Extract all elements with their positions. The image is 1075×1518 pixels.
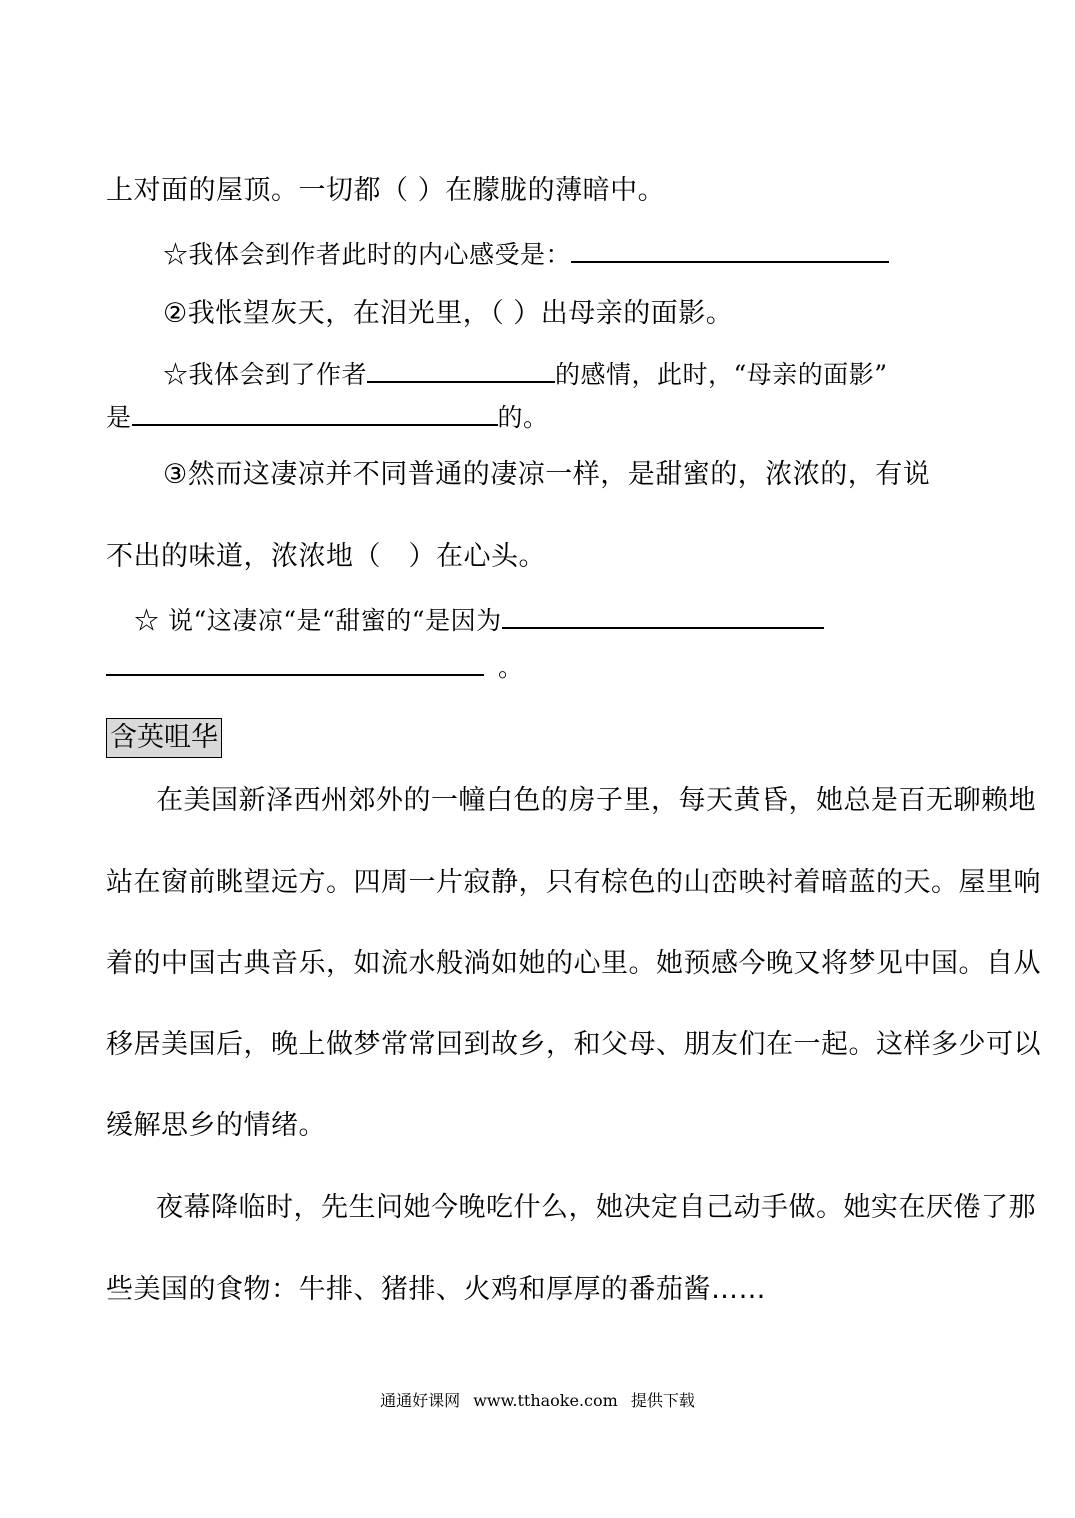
footer-note: 提供下载 [630, 1391, 695, 1410]
section-title: 含英咀华 [106, 718, 222, 758]
exercise-line-2: ②我怅望灰天，在泪光里，（ ）出母亲的面影。 [163, 298, 734, 329]
answer-blank-5[interactable] [106, 648, 484, 676]
answer-blank-1[interactable] [571, 235, 889, 263]
answer-blank-4[interactable] [502, 601, 824, 629]
footer-site-name: 通通好课网 [380, 1391, 461, 1410]
question-2-text-a: ☆我体会到了作者 [163, 360, 368, 389]
passage-p2-line-1: 夜幕降临时，先生问她今晚吃什么，她决定自己动手做。她实在厌倦了那 [156, 1192, 1036, 1223]
question-2-text-c: 是 [106, 403, 132, 432]
exercise-line-3a: ③然而这凄凉并不同普通的凄凉一样，是甜蜜的，浓浓的，有说 [163, 459, 931, 490]
passage-p2-line-2: 些美国的食物：牛排、猪排、火鸡和厚厚的番茄酱…… [106, 1274, 766, 1305]
passage-p1-line-4: 移居美国后，晚上做梦常常回到故乡，和父母、朋友们在一起。这样多少可以 [106, 1029, 1041, 1060]
exercise-line-3b: 不出的味道，浓浓地（ ）在心头。 [106, 541, 546, 572]
question-1-text: ☆我体会到作者此时的内心感受是： [163, 240, 572, 269]
page-footer [0, 1390, 1075, 1412]
passage-p1-line-2: 站在窗前眺望远方。四周一片寂静，只有棕色的山峦映衬着暗蓝的天。屋里响 [106, 867, 1041, 898]
answer-blank-2[interactable] [367, 355, 555, 383]
question-2-continued [106, 398, 549, 435]
question-1 [163, 235, 889, 272]
question-3-end: 。 [498, 653, 524, 682]
question-3-continued [106, 648, 524, 685]
answer-blank-3[interactable] [132, 398, 498, 426]
exercise-line-1: 上对面的屋顶。一切都（ ）在朦胧的薄暗中。 [106, 175, 666, 206]
passage-p1-line-1: 在美国新泽西州郊外的一幢白色的房子里，每天黄昏，她总是百无聊赖地 [156, 785, 1036, 816]
passage-p1-line-5: 缓解思乡的情绪。 [106, 1110, 326, 1141]
question-3 [134, 601, 824, 638]
footer-url[interactable]: www.tthaoke.com [473, 1391, 618, 1410]
question-2 [163, 355, 888, 392]
passage-p1-line-3: 着的中国古典音乐，如流水般淌如她的心里。她预感今晚又将梦见中国。自从 [106, 948, 1041, 979]
question-2-text-d: 的。 [497, 403, 549, 432]
question-2-text-b: 的感情，此时，“母亲的面影” [555, 360, 888, 389]
question-3-text: ☆ 说“这凄凉“是“甜蜜的“是因为 [134, 606, 502, 635]
